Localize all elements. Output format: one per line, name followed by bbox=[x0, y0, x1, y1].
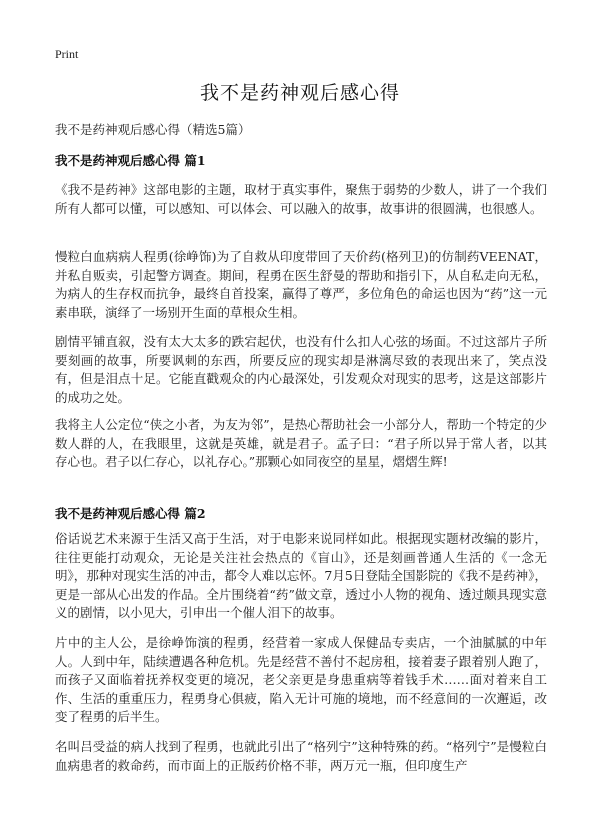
paragraph: 俗话说艺术来源于生活又高于生活，对于电影来说同样如此。根据现实题材改编的影片，往往更能打动观众，无论是关注社会热点的《盲山》，还是刻画普通人生活的《一念无明》，那种对现实生活的冲击，都令人难以忘怀。7月5日登陆全国影院的《我不是药神》，更是一部从心出发的作品。全片围绕着“药”做文章，透过小人物的视角、透过颇具现实意义的剧情，以小见大，引申出一个催人泪下的故事。 bbox=[55, 531, 547, 620]
section-heading-1: 我不是药神观后感心得 篇1 bbox=[55, 153, 206, 168]
page-title: 我不是药神观后感心得 bbox=[199, 82, 400, 104]
document-subtitle: 我不是药神观后感心得（精选5篇） bbox=[55, 122, 251, 137]
paragraph: 名叫吕受益的病人找到了程勇，也就此引出了“格列宁”这种特殊的药。“格列宁”是慢粒白血病患者的救命药，而市面上的正版药价格不菲，两万元一瓶，但印度生产 bbox=[55, 739, 547, 773]
paragraph: 片中的主人公，是徐峥饰演的程勇，经营着一家成人保健品专卖店，一个油腻腻的中年人。人到中年，陆续遭遇各种危机。先是经营不善付不起房租，接着妻子跟着别人跑了，而孩子又面临着抚养权变更的境况，老父亲更是身患重病等着钱手术……面对着来自工作、生活的重重压力，程勇身心俱疲，陷入无计可施的境地，而不经意间的一次邂逅，改变了程勇的后半生。 bbox=[55, 635, 547, 724]
section-heading-2: 我不是药神观后感心得 篇2 bbox=[55, 506, 206, 521]
paragraph: 剧情平铺直叙，没有太大太多的跌宕起伏，也没有什么扣人心弦的场面。不过这部片子所要刻画的故事，所要讽刺的东西，所要反应的现实却是淋漓尽致的表现出来了，笑点没有，但是泪点十足。它能直戳观众的内心最深处，引发观众对现实的思考，这是这部影片的成功之处。 bbox=[55, 334, 547, 405]
paragraph: 《我不是药神》这部电影的主题，取材于真实事件，聚焦于弱势的少数人，讲了一个我们所有人都可以懂，可以感知、可以体会、可以融入的故事，故事讲的很圆满，也很感人。 bbox=[55, 182, 547, 216]
paragraph: 我将主人公定位“侠之小者，为友为邻”，是热心帮助社会一小部分人，帮助一个特定的少数人群的人，在我眼里，这就是英雄，就是君子。孟子曰：“君子所以异于常人者，以其存心也。君子以仁存心，以礼存心。”那颗心如同夜空的星星，熠熠生辉! bbox=[55, 417, 547, 469]
print-label: Print bbox=[55, 47, 79, 61]
paragraph: 慢粒白血病病人程勇(徐峥饰)为了自救从印度带回了天价药(格列卫)的仿制药VEENAT，并私自贩卖，引起警方调查。期间，程勇在医生舒曼的帮助和指引下，从自私走向无私，为病人的生存权而抗争，最终自首投案，赢得了尊严，多位角色的命运也因为“药”这一元素串联，演绎了一场别开生面的草根众生相。 bbox=[55, 249, 547, 320]
